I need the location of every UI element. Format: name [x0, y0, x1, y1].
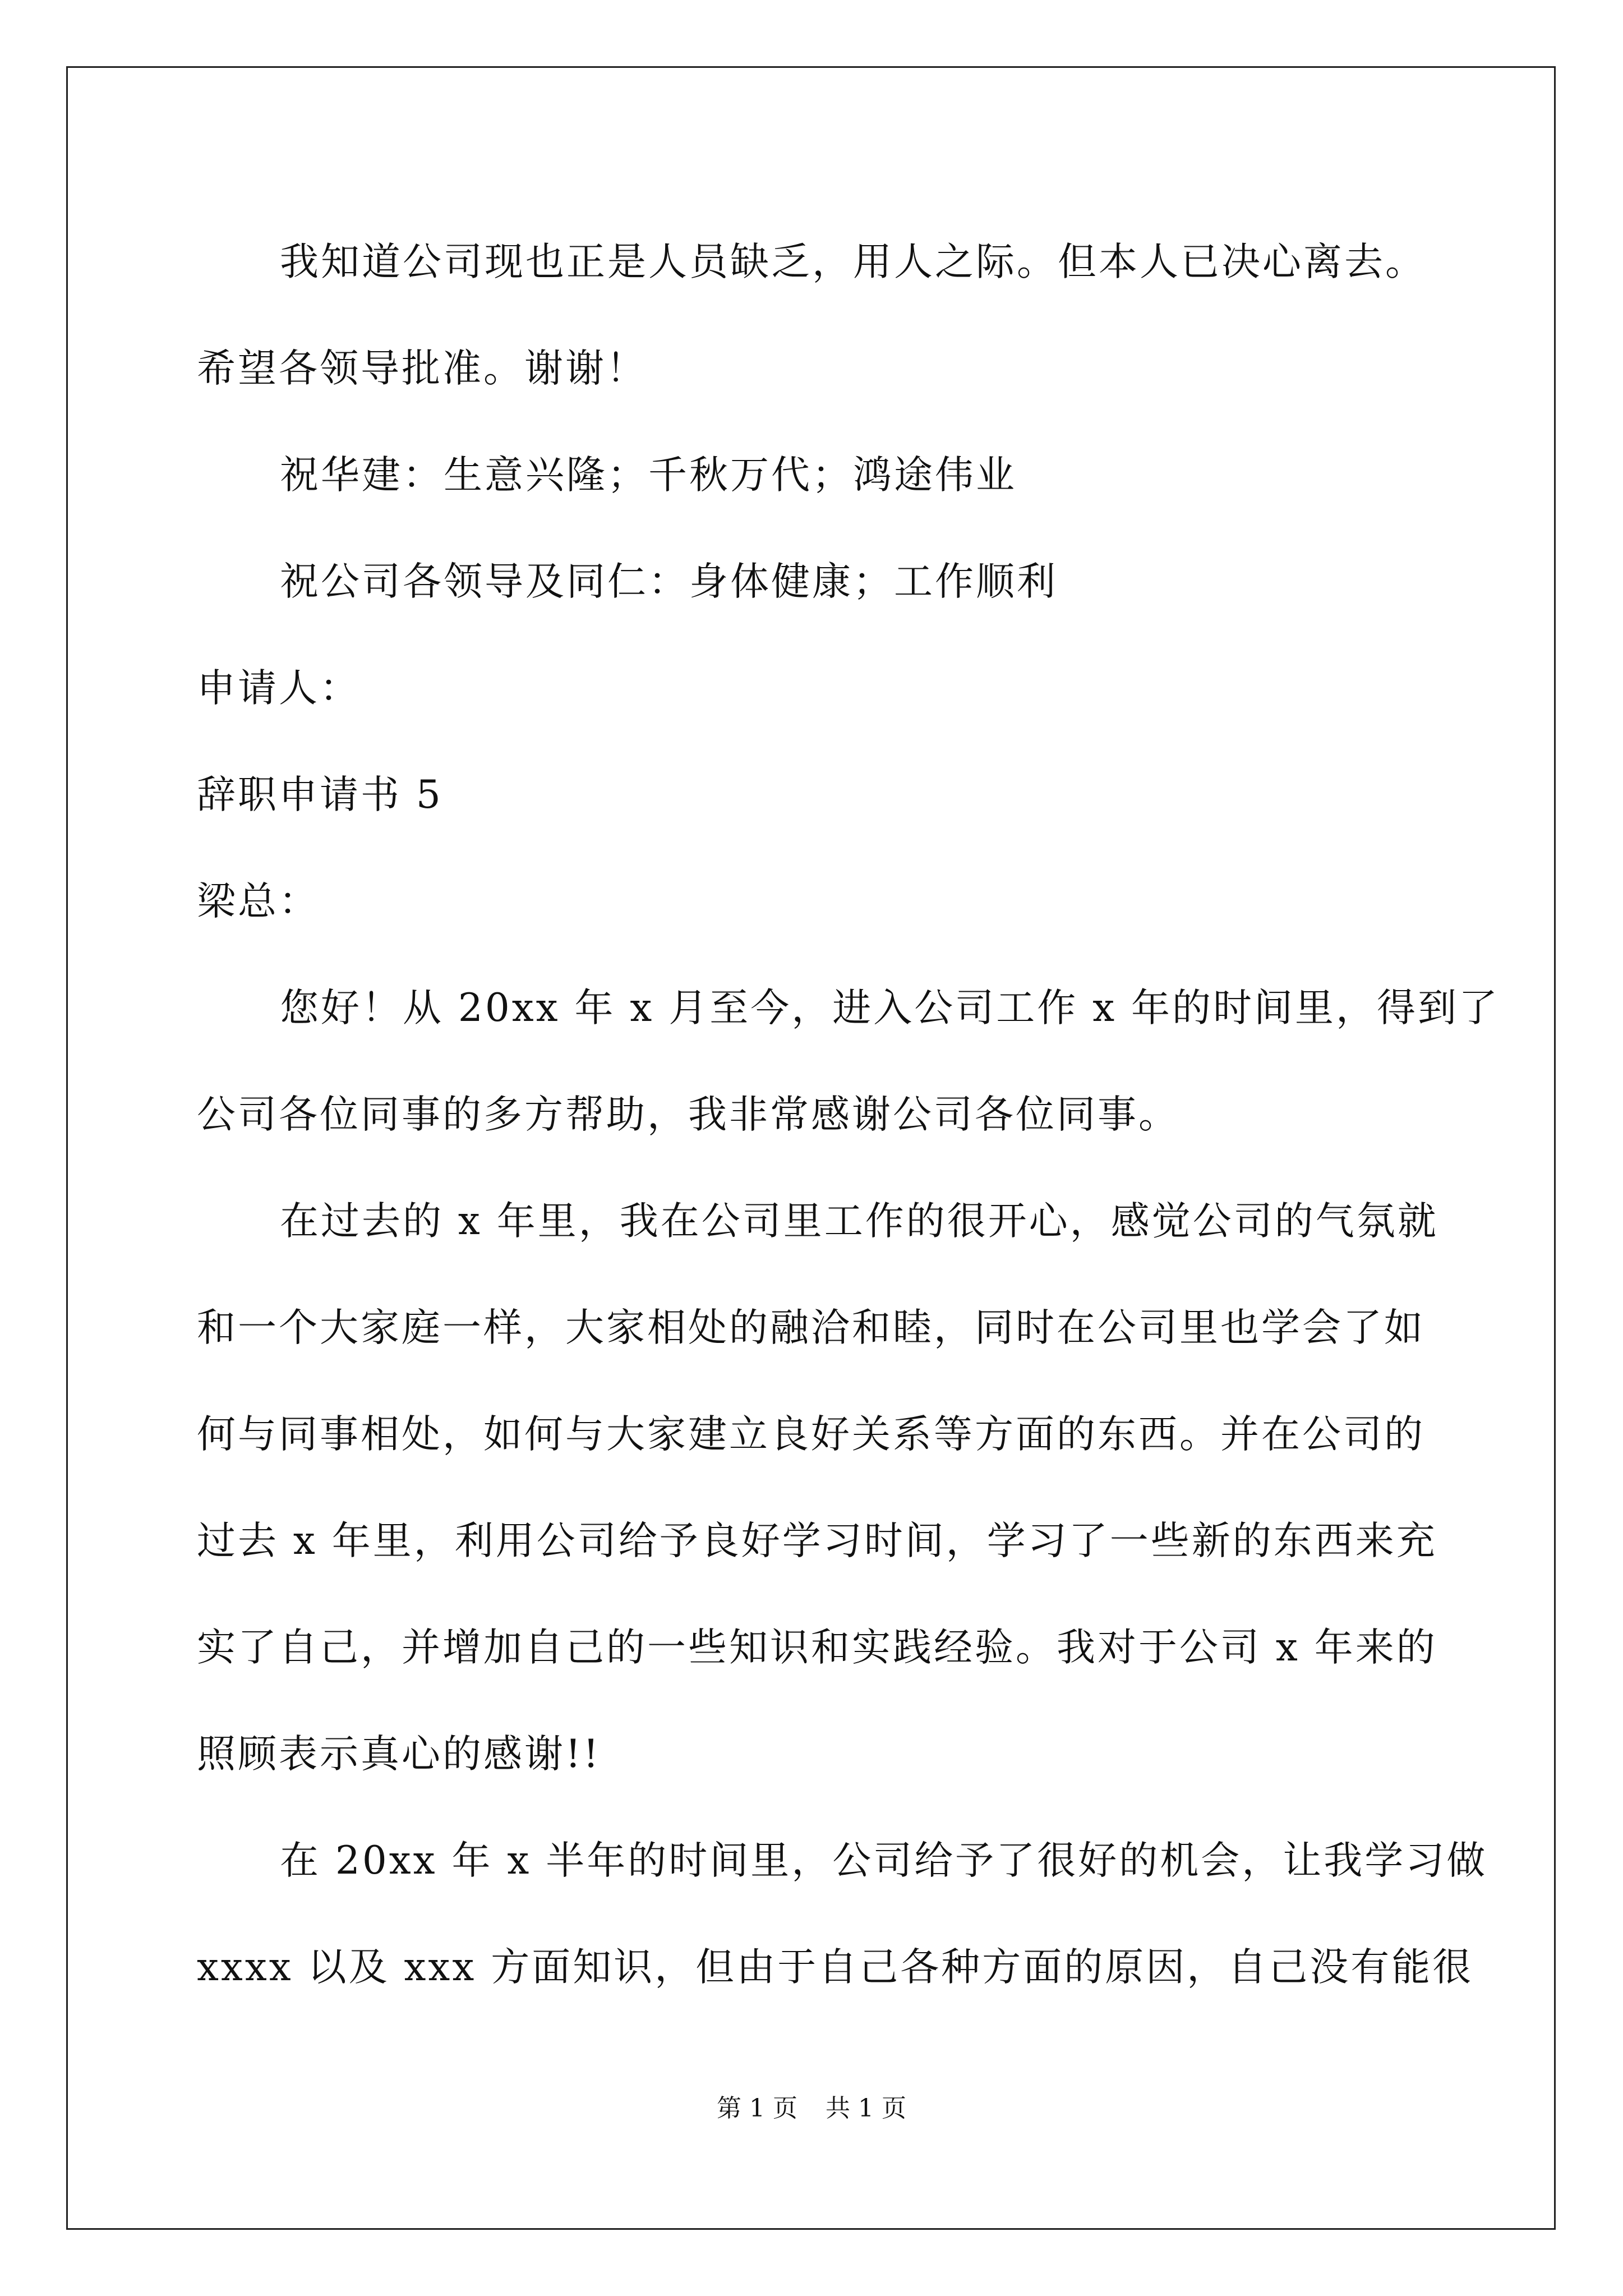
- salutation: 梁总：: [197, 879, 320, 924]
- paragraph-line: 在过去的 x 年里，我在公司里工作的很开心，感觉公司的气氛就: [280, 1199, 1438, 1244]
- paragraph-line: 实了自己，并增加自己的一些知识和实践经验。我对于公司 x 年来的: [197, 1625, 1437, 1670]
- paragraph-line: 公司各位同事的多方帮助，我非常感谢公司各位同事。: [197, 1092, 1179, 1137]
- paragraph-line: 在 20xx 年 x 半年的时间里，公司给予了很好的机会，让我学习做: [280, 1838, 1488, 1883]
- paragraph-line: 希望各领导批准。谢谢！: [197, 346, 647, 391]
- paragraph-line: 何与同事相处，如何与大家建立良好关系等方面的东西。并在公司的: [197, 1412, 1425, 1457]
- paragraph-line: 祝华建：生意兴隆；千秋万代；鸿途伟业: [280, 453, 1017, 498]
- paragraph-line: 过去 x 年里，利用公司给予良好学习时间，学习了一些新的东西来充: [197, 1519, 1437, 1563]
- paragraph-line: 我知道公司现也正是人员缺乏，用人之际。但本人已决心离去。: [280, 240, 1426, 284]
- paragraph-line: 和一个大家庭一样，大家相处的融洽和睦，同时在公司里也学会了如: [197, 1305, 1425, 1350]
- paragraph-line: 照顾表示真心的感谢!!: [197, 1732, 601, 1777]
- paragraph-line: 您好！从 20xx 年 x 月至今，进入公司工作 x 年的时间里，得到了: [280, 986, 1500, 1030]
- section-title: 辞职申请书 5: [197, 772, 443, 817]
- page-number-total: 共 1 页: [826, 2094, 906, 2123]
- applicant-label: 申请人：: [197, 666, 361, 711]
- paragraph-line: 祝公司各领导及同仁：身体健康；工作顺利: [280, 559, 1058, 604]
- document-body: [197, 209, 1500, 2021]
- page-footer: [0, 2088, 1623, 2124]
- page-number-current: 第 1 页: [717, 2094, 797, 2123]
- paragraph-line: xxxx 以及 xxx 方面知识，但由于自己各种方面的原因，自己没有能很: [197, 1945, 1474, 1990]
